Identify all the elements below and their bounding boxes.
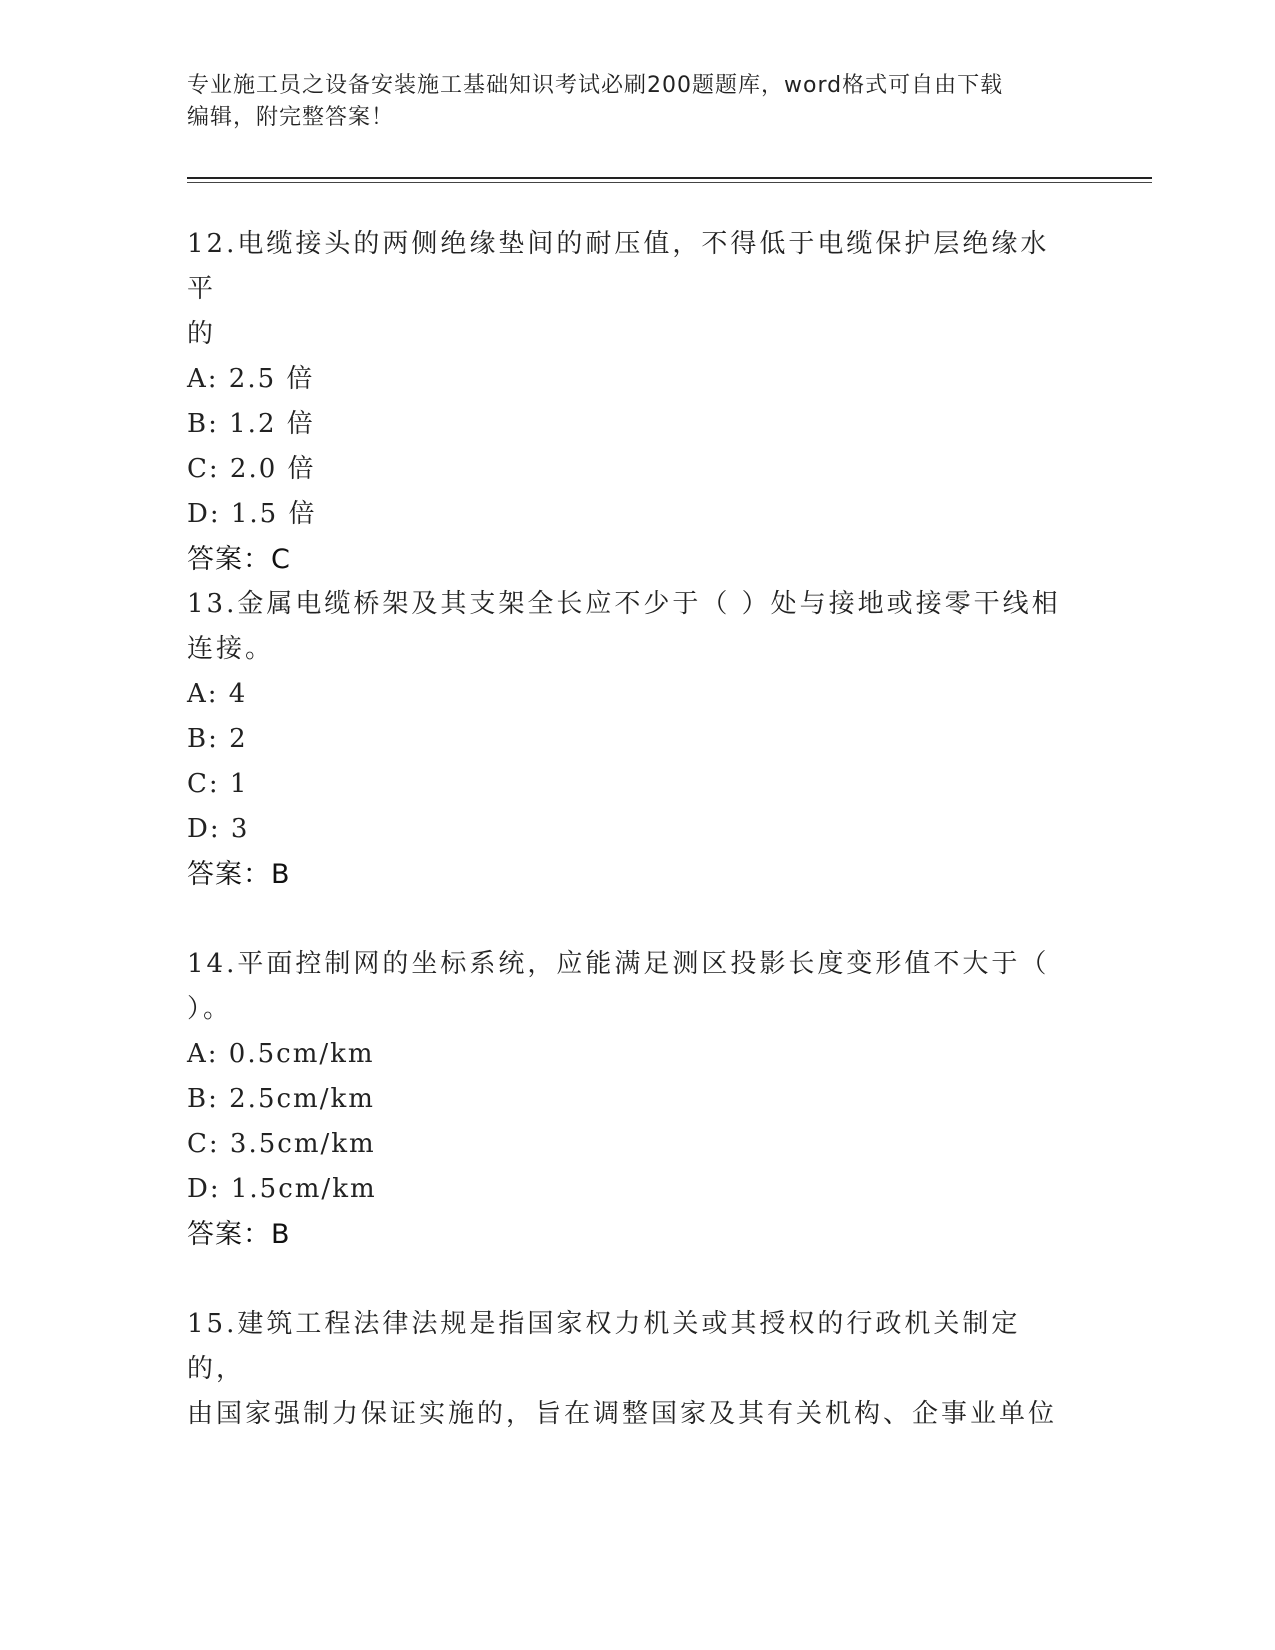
question-stem-line-2: 连接。 xyxy=(187,634,275,664)
option-b: B: 1.2 倍 xyxy=(187,409,315,439)
document-header xyxy=(187,70,1067,134)
question-stem-line-2: ）。 xyxy=(187,994,233,1024)
header-line-2: 编辑，附完整答案！ xyxy=(187,105,395,130)
question-stem-line-2: 的 xyxy=(187,319,217,349)
answer: 答案：B xyxy=(187,1219,291,1250)
option-c: C: 1 xyxy=(187,769,249,799)
question-15 xyxy=(187,1302,1067,1437)
question-stem-line-1: 14.平面控制网的坐标系统，应能满足测区投影长度变形值不大于（ xyxy=(187,949,1050,979)
question-stem-line-1: 13.金属电缆桥架及其支架全长应不少于（ ）处与接地或接零干线相 xyxy=(187,589,1061,619)
question-stem-line-2: 由国家强制力保证实施的，旨在调整国家及其有关机构、企事业单位 xyxy=(187,1399,1058,1429)
question-stem-line-1: 15.建筑工程法律法规是指国家权力机关或其授权的行政机关制定的， xyxy=(187,1309,1021,1384)
option-d: D: 3 xyxy=(187,814,250,844)
option-b: B: 2.5cm/km xyxy=(187,1084,375,1114)
option-a: A: 4 xyxy=(187,679,248,709)
question-12 xyxy=(187,222,1067,582)
question-13 xyxy=(187,582,1067,897)
option-b: B: 2 xyxy=(187,724,248,754)
question-stem-line-1: 12.电缆接头的两侧绝缘垫间的耐压值，不得低于电缆保护层绝缘水平 xyxy=(187,229,1050,304)
question-14 xyxy=(187,942,1067,1257)
header-divider-thin xyxy=(187,182,1152,183)
option-c: C: 3.5cm/km xyxy=(187,1129,376,1159)
option-c: C: 2.0 倍 xyxy=(187,454,316,484)
option-d: D: 1.5cm/km xyxy=(187,1174,377,1204)
option-a: A: 0.5cm/km xyxy=(187,1039,375,1069)
header-line-1: 专业施工员之设备安装施工基础知识考试必刷200题题库，word格式可自由下载 xyxy=(187,73,1004,98)
answer: 答案：C xyxy=(187,544,291,575)
answer: 答案：B xyxy=(187,859,291,890)
header-divider-thick xyxy=(187,177,1152,179)
option-d: D: 1.5 倍 xyxy=(187,499,317,529)
option-a: A: 2.5 倍 xyxy=(187,364,315,394)
